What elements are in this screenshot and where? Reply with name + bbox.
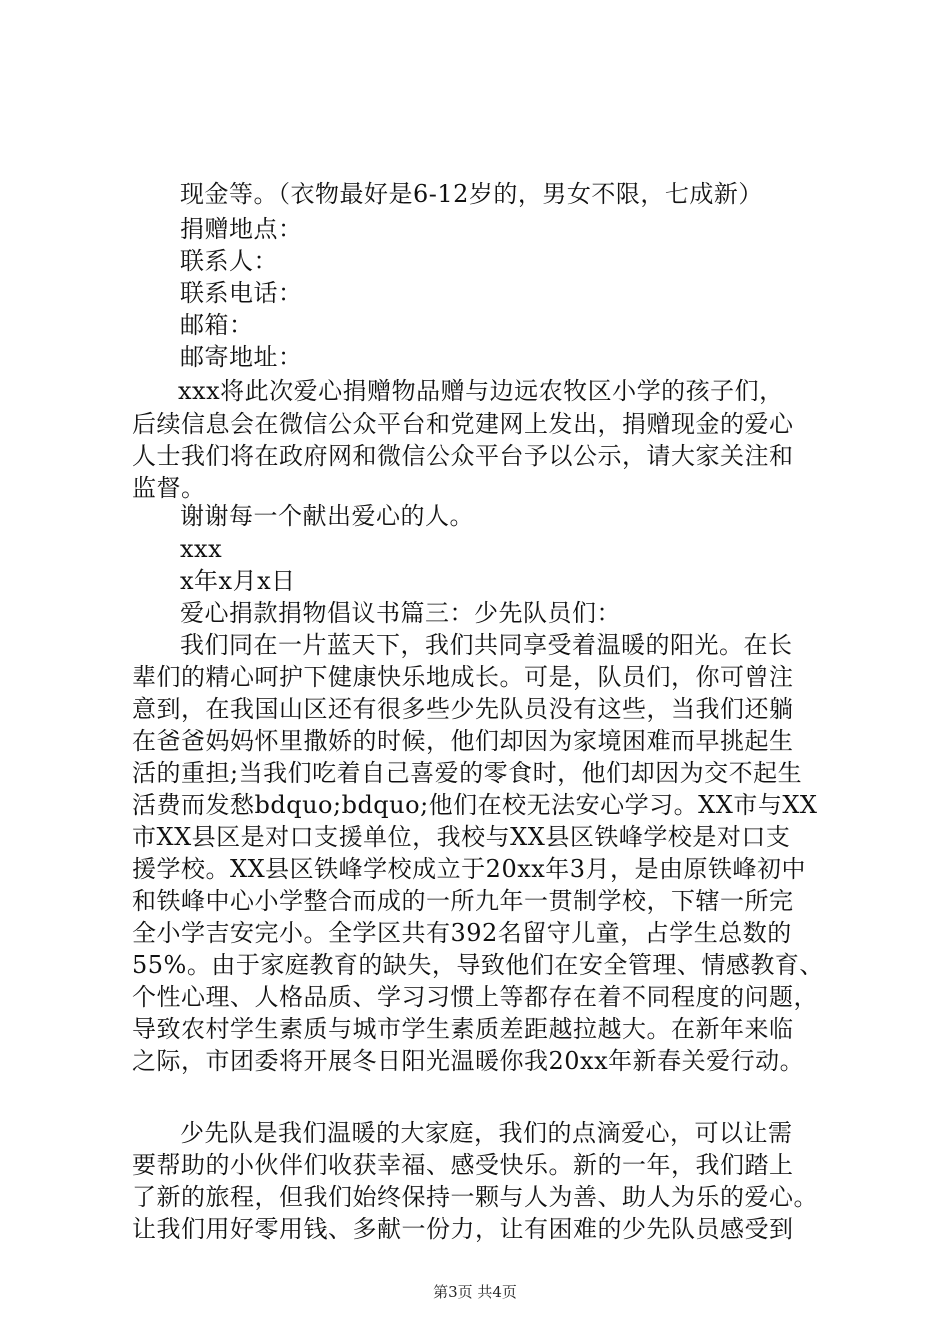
text-line: 意到，在我国山区还有很多些少先队员没有这些，当我们还躺 [132,695,794,723]
text-line: 联系人： [180,247,278,275]
text-line: 联系电话： [180,279,303,307]
text-line: 让我们用好零用钱、多献一份力，让有困难的少先队员感受到 [132,1215,794,1243]
text-line: xxx将此次爱心捐赠物品赠与边远农牧区小学的孩子们， [178,377,784,405]
text-line: 活费而发愁bdquo;bdquo;他们在校无法安心学习。XX市与XX [132,791,818,819]
text-line: 之际，市团委将开展冬日阳光温暖你我20xx年新春关爱行动。 [132,1047,805,1075]
text-line: 要帮助的小伙伴们收获幸福、感受快乐。新的一年，我们踏上 [132,1151,794,1179]
text-line: 辈们的精心呵护下健康快乐地成长。可是，队员们，你可曾注 [132,663,794,691]
text-line: 我们同在一片蓝天下，我们共同享受着温暖的阳光。在长 [180,631,793,659]
text-line: 少先队是我们温暖的大家庭，我们的点滴爱心，可以让需 [180,1119,793,1147]
text-line: 55%。由于家庭教育的缺失，导致他们在安全管理、情感教育、 [132,951,824,979]
page-number: 第3页 共4页 [433,1283,517,1301]
section-heading: 爱心捐款捐物倡议书篇三：少先队员们： [180,599,621,627]
text-line: 市XX县区是对口支援单位，我校与XX县区铁峰学校是对口支 [132,823,791,851]
text-line: 监督。 [132,474,206,502]
text-line: 在爸爸妈妈怀里撒娇的时候，他们却因为家境困难而早挑起生 [132,727,794,755]
text-line: 全小学吉安完小。全学区共有392名留守儿童，占学生总数的 [132,919,792,947]
text-line: 邮箱： [180,311,254,339]
signature-line: xxx [180,535,223,563]
text-line: 活的重担;当我们吃着自己喜爱的零食时，他们却因为交不起生 [132,759,803,787]
text-line: 援学校。XX县区铁峰学校成立于20xx年3月，是由原铁峰初中 [132,855,807,883]
date-line: x年x月x日 [180,567,296,595]
text-line: 现金等。（衣物最好是6-12岁的，男女不限，七成新） [180,180,763,208]
text-line: 和铁峰中心小学整合而成的一所九年一贯制学校，下辖一所完 [132,887,794,915]
text-line: 人士我们将在政府网和微信公众平台予以公示，请大家关注和 [132,442,794,470]
text-line: 后续信息会在微信公众平台和党建网上发出，捐赠现金的爱心 [132,410,794,438]
text-line: 了新的旅程，但我们始终保持一颗与人为善、助人为乐的爱心。 [132,1183,818,1211]
text-line: 个性心理、人格品质、学习习惯上等都存在着不同程度的问题， [132,983,818,1011]
text-line: 谢谢每一个献出爱心的人。 [180,502,474,530]
text-line: 邮寄地址： [180,343,303,371]
text-line: 导致农村学生素质与城市学生素质差距越拉越大。在新年来临 [132,1015,794,1043]
text-line: 捐赠地点： [180,215,303,243]
